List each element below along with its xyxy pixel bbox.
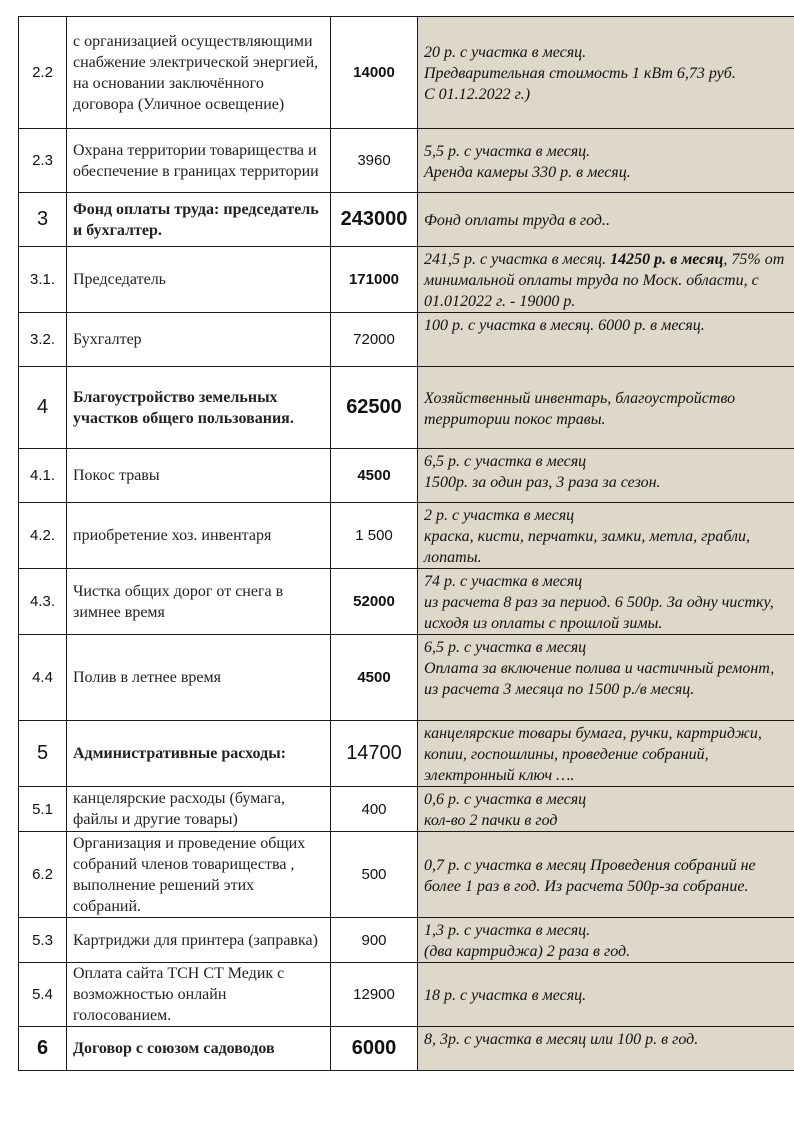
- row-note: [418, 503, 794, 569]
- row-amount: 171000: [331, 247, 418, 313]
- table-row: [19, 449, 794, 503]
- row-title: Охрана территории товарищества и обеспечение в границах территории: [67, 129, 331, 193]
- note-line: 5,5 р. с участка в месяц.: [424, 142, 591, 160]
- table-row: [19, 313, 794, 367]
- row-number: 4.1.: [19, 449, 67, 503]
- note-line: Хозяйственный инвентарь, благоустройство территории покос травы.: [424, 389, 736, 428]
- table-row: [19, 503, 794, 569]
- row-amount: 12900: [331, 963, 418, 1027]
- row-amount: 4500: [331, 449, 418, 503]
- note-line: кол-во 2 пачки в год: [424, 812, 558, 829]
- row-amount: 243000: [331, 193, 418, 247]
- note-line: канцелярские товары бумага, ручки, картриджи, копии, госпошлины, проведение собраний, электронный ключ ….: [424, 725, 762, 784]
- row-number: 2.3: [19, 129, 67, 193]
- row-title: Полив в летнее время: [67, 635, 331, 721]
- row-number: 4.2.: [19, 503, 67, 569]
- note-line: 1,3 р. с участка в месяц.: [424, 922, 591, 939]
- row-note: [418, 17, 794, 129]
- note-line: С 01.12.2022 г.): [424, 86, 531, 103]
- table-row: [19, 832, 794, 918]
- table-row: [19, 635, 794, 721]
- row-title: канцелярские расходы (бумага, файлы и другие товары): [67, 787, 331, 832]
- note-line: 100 р. с участка в месяц. 6000 р. в месяц.: [424, 317, 705, 334]
- table-row: [19, 569, 794, 635]
- row-number: 5.4: [19, 963, 67, 1027]
- row-amount: 52000: [331, 569, 418, 635]
- row-number: 6: [19, 1027, 67, 1071]
- note-line: 6,5 р. с участка в месяц: [424, 453, 587, 470]
- row-title: Бухгалтер: [67, 313, 331, 367]
- row-note: [418, 313, 794, 367]
- table-row: [19, 918, 794, 963]
- row-note: [418, 247, 794, 313]
- row-amount: 62500: [331, 367, 418, 449]
- row-number: 5: [19, 721, 67, 787]
- note-line: Оплата за включение полива и частичный ремонт, из расчета 3 месяца по 1500 р./в месяц.: [424, 660, 775, 698]
- row-amount: 6000: [331, 1027, 418, 1071]
- row-title: Договор с союзом садоводов: [67, 1027, 331, 1071]
- row-number: 3: [19, 193, 67, 247]
- row-title: Оплата сайта ТСН СТ Медик с возможностью онлайн голосованием.: [67, 963, 331, 1027]
- row-title: Фонд оплаты труда: председатель и бухгалтер.: [67, 193, 331, 247]
- row-note: [418, 193, 794, 247]
- row-title: с организацией осуществляющими снабжение электрической энергией, на основании заключённого договора (Уличное освещение): [67, 17, 331, 129]
- row-amount: 1 500: [331, 503, 418, 569]
- row-title: приобретение хоз. инвентаря: [67, 503, 331, 569]
- row-amount: 4500: [331, 635, 418, 721]
- row-note: [418, 635, 794, 721]
- row-number: 3.2.: [19, 313, 67, 367]
- row-number: 3.1.: [19, 247, 67, 313]
- row-note: [418, 918, 794, 963]
- row-number: 5.1: [19, 787, 67, 832]
- table-row: [19, 787, 794, 832]
- row-title: Чистка общих дорог от снега в зимнее время: [67, 569, 331, 635]
- note-line: 6,5 р. с участка в месяц: [424, 639, 587, 656]
- note-highlight: 14250 р. в месяц: [610, 251, 724, 268]
- note-line: 18 р. с участка в месяц.: [424, 987, 587, 1004]
- note-line: 8, 3р. с участка в месяц или 100 р. в год.: [424, 1031, 699, 1048]
- row-amount: 14000: [331, 17, 418, 129]
- row-note: [418, 832, 794, 918]
- note-line: из расчета 8 раз за период. 6 500р. За одну чистку, исходя из оплаты с прошлой зимы.: [424, 594, 774, 632]
- row-note: [418, 721, 794, 787]
- row-number: 2.2: [19, 17, 67, 129]
- row-amount: 900: [331, 918, 418, 963]
- row-number: 5.3: [19, 918, 67, 963]
- row-note: [418, 569, 794, 635]
- row-note: [418, 787, 794, 832]
- note-line: Фонд оплаты труда в год..: [424, 212, 611, 229]
- row-title: Картриджи для принтера (заправка): [67, 918, 331, 963]
- row-title: Организация и проведение общих собраний членов товарищества , выполнение решений этих собраний.: [67, 832, 331, 918]
- row-note: [418, 963, 794, 1027]
- table-row: [19, 721, 794, 787]
- row-note: [418, 449, 794, 503]
- budget-table: [18, 16, 794, 1071]
- table-row: [19, 963, 794, 1027]
- row-title: Административные расходы:: [67, 721, 331, 787]
- note-line: Предварительная стоимость 1 кВт 6,73 руб.: [424, 65, 736, 82]
- note-line: 0,6 р. с участка в месяц: [424, 791, 587, 808]
- note-line: 20 р. с участка в месяц.: [424, 44, 587, 61]
- note-line: Аренда камеры 330 р. в месяц.: [424, 163, 631, 181]
- note-text: , 75% от минимальной оплаты труда по Моск. области, с 01.012022 г. - 19000 р.: [424, 251, 785, 310]
- row-note: [418, 129, 794, 193]
- note-line: (два картриджа) 2 раза в год.: [424, 943, 631, 960]
- table-row: [19, 1027, 794, 1071]
- table-row: [19, 367, 794, 449]
- row-amount: 400: [331, 787, 418, 832]
- note-line: 2 р. с участка в месяц: [424, 507, 575, 524]
- row-note: [418, 1027, 794, 1071]
- note-line: 74 р. с участка в месяц: [424, 573, 583, 590]
- row-title: Благоустройство земельных участков общего пользования.: [67, 367, 331, 449]
- row-number: 4: [19, 367, 67, 449]
- row-note: [418, 367, 794, 449]
- row-amount: 72000: [331, 313, 418, 367]
- row-amount: 3960: [331, 129, 418, 193]
- note-text: 241,5 р. с участка в месяц.: [424, 251, 611, 268]
- table-row: [19, 247, 794, 313]
- row-number: 4.3.: [19, 569, 67, 635]
- table-row: [19, 193, 794, 247]
- note-line: краска, кисти, перчатки, замки, метла, грабли, лопаты.: [424, 528, 751, 566]
- row-amount: 500: [331, 832, 418, 918]
- row-number: 4.4: [19, 635, 67, 721]
- row-number: 6.2: [19, 832, 67, 918]
- row-title: Покос травы: [67, 449, 331, 503]
- table-row: [19, 129, 794, 193]
- note-line: 0,7 р. с участка в месяц Проведения собраний не более 1 раз в год. Из расчета 500р-за собрание.: [424, 856, 756, 895]
- table-row: [19, 17, 794, 129]
- note-line: 1500р. за один раз, 3 раза за сезон.: [424, 474, 661, 491]
- row-amount: 14700: [331, 721, 418, 787]
- row-title: Председатель: [67, 247, 331, 313]
